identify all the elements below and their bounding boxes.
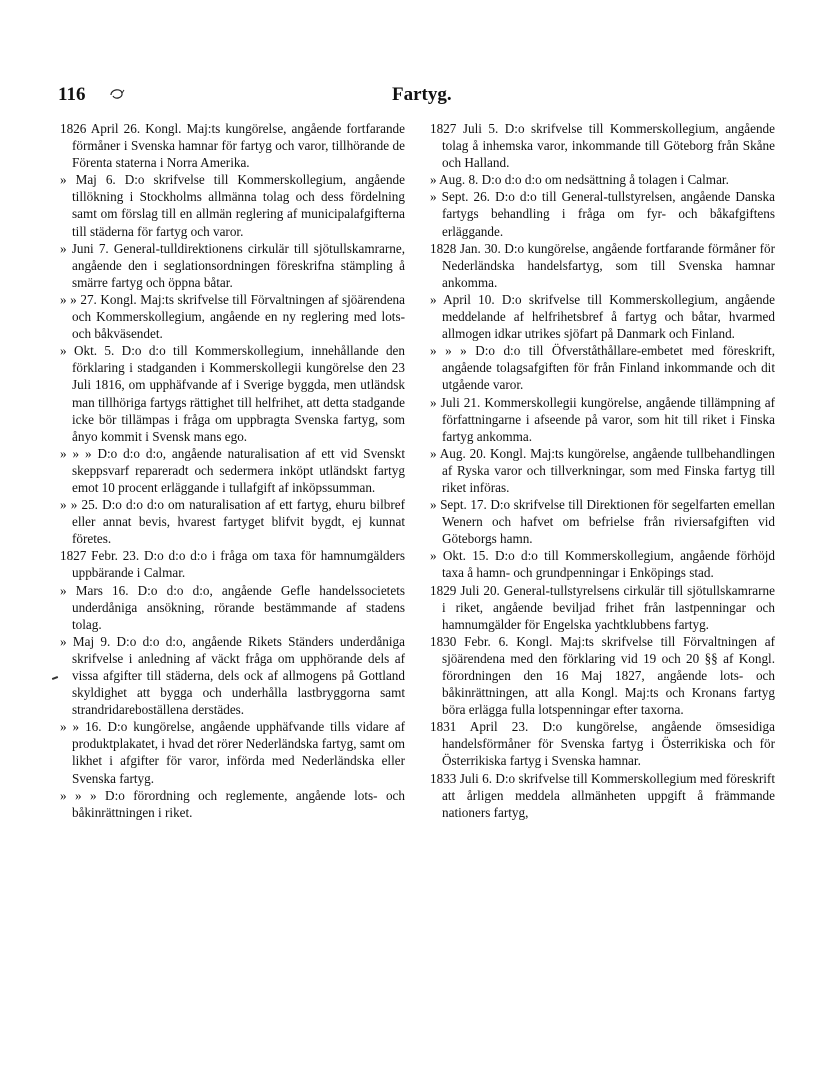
entry: 1827 Febr. 23. D:o d:o d:o i fråga om taxa för hamnumgälders uppbärande i Calmar. — [60, 548, 405, 581]
entry: » Aug. 20. Kongl. Maj:ts kungörelse, angående tullbehandlingen af Ryska varor och tillverkningar, som med Finska fartyg till riket införas. — [430, 445, 775, 495]
right-column — [430, 120, 775, 821]
entry: » » » D:o d:o till Öfverståthållare-embetet med föreskrift, angående tolagsafgiften för från Finland inkommande och dit utgående varor. — [430, 343, 775, 393]
entry: 1829 Juli 20. General-tullstyrelsens cirkulär till sjötullskamrarne i riket, angående beviljad frihet från lastpenningar och hamnumgälder för Engelska yachtklubbens fartyg. — [430, 582, 775, 632]
entry: » » 16. D:o kungörelse, angående upphäfvande tills vidare af produktplakatet, i hvad det rörer Nederländska fartyg, samt om likhet i afgifter för varor, införda med Nederländska eller Svenska fartyg. — [60, 719, 405, 786]
entry: 1830 Febr. 6. Kongl. Maj:ts skrifvelse till Förvaltningen af sjöärendena med den förklaring vid 19 och 20 §§ af Kongl. förordningen den 16 Maj 1827, angående lots- och båkinrättningen, att alla Kongl. Maj:ts och Kronans fartyg böra erlägga fulla lotspenningar efter taxorna. — [430, 633, 775, 718]
entry: 1828 Jan. 30. D:o kungörelse, angående fortfarande förmåner för Nederländska handelsfartyg, som till Svenska hamnar ankomma. — [430, 240, 775, 290]
entry: » » 25. D:o d:o d:o om naturalisation af ett fartyg, ehuru bilbref eller annat bevis, hvarest fartyget blifvit bygdt, ej kunnat företes. — [60, 497, 405, 547]
running-head: Fartyg. — [392, 84, 452, 105]
ornament-icon — [108, 86, 126, 102]
page-number: 116 — [58, 84, 86, 105]
entry: » » » D:o d:o d:o, angående naturalisation af ett vid Svenskt skeppsvarf repareradt och sedermera inköpt utländskt fartyg emot 10 procent erläggande i tullafgift af inköpssumman. — [60, 445, 405, 495]
left-column — [60, 120, 405, 821]
entry: » Maj 6. D:o skrifvelse till Kommerskollegium, angående tillökning i Stockholms allmänna tolag och dess fördelning samt om förslag till en allmän reglering af municipalafgifterna till städerna för fartyg och varor. — [60, 172, 405, 239]
entry: 1833 Juli 6. D:o skrifvelse till Kommerskollegium med föreskrift att årligen meddela allmänheten uppgift å främmande nationers fartyg, — [430, 770, 775, 820]
margin-mark — [52, 676, 58, 680]
page-header — [58, 84, 798, 112]
entry: » Juni 7. General-tulldirektionens cirkulär till sjötullskamrarne, angående den i seglationsordningen föreskrifna stämpling å smärre fartyg och öppna båtar. — [60, 240, 405, 290]
entry: » Sept. 17. D:o skrifvelse till Direktionen för segelfarten emellan Wenern och hafvet om befrielse från riviersafgiften vid Göteborgs hamn. — [430, 497, 775, 547]
entry: » » 27. Kongl. Maj:ts skrifvelse till Förvaltningen af sjöärendena och Kommerskollegium, angående en ny reglering med lots- och båkväsendet. — [60, 291, 405, 342]
entry: » Aug. 8. D:o d:o d:o om nedsättning å tolagen i Calmar. — [430, 172, 729, 188]
entry: 1827 Juli 5. D:o skrifvelse till Kommerskollegium, angående tolag å inhemska varor, inkommande till Göteborg från Skåne och Halland. — [430, 121, 775, 171]
entry: » » » D:o förordning och reglemente, angående lots- och båkinrättningen i riket. — [60, 787, 405, 820]
entry: 1826 April 26. Kongl. Maj:ts kungörelse, angående fortfarande förmåner i Svenska hamnar för fartyg och varor, tillhörande de Förenta staterna i Norra Amerika. — [60, 121, 405, 171]
entry: » Juli 21. Kommerskollegii kungörelse, angående tillämpning af författningarne i afseende på varor, som hit till riket i Finska fartyg ankomma. — [430, 394, 775, 444]
entry: 1831 April 23. D:o kungörelse, angående ömsesidiga handelsförmåner för Svenska fartyg i Österrikiska och för Österrikiska fartyg i Svenska hamnar. — [430, 719, 775, 769]
entry: » Okt. 15. D:o d:o till Kommerskollegium, angående förhöjd taxa å hamn- och grundpenningar i Enköpings stad. — [430, 548, 775, 581]
entry: » Sept. 26. D:o d:o till General-tullstyrelsen, angående Danska fartygs behandling i fråga om fyr- och båkafgiftens erläggande. — [430, 189, 775, 239]
entry: » April 10. D:o skrifvelse till Kommerskollegium, angående meddelande af helfrihetsbref å fartyg och båtar, hvarmed allmogen idkar utrikes sjöfart på Danmark och Finland. — [430, 291, 775, 342]
entry: » Maj 9. D:o d:o d:o, angående Rikets Ständers underdåniga skrifvelse i anledning af väckt fråga om upphörande dels af vissa afgifter till städerna, dels ock af allmogens på Gottland skyldighet att bygga och underhålla lastbryggorna samt strandridareboställena derstädes. — [60, 633, 405, 718]
entry: » Okt. 5. D:o d:o till Kommerskollegium, innehållande den förklaring i stadganden i Kommerskollegii kungörelse den 23 Juli 1816, om upphäfvande af i Sverige byggda, men utländsk man tillhöriga fartygs rättighet till helfrihet, att detta stadgande icke bör tillämpas i fråga om uppbragta Svenska fartyg, som ånyo kommit i Svensk mans ego. — [60, 343, 405, 444]
entry: » Mars 16. D:o d:o d:o, angående Gefle handelssocietets underdåniga ansökning, rörande bestämmande af stadens tolag. — [60, 582, 405, 632]
